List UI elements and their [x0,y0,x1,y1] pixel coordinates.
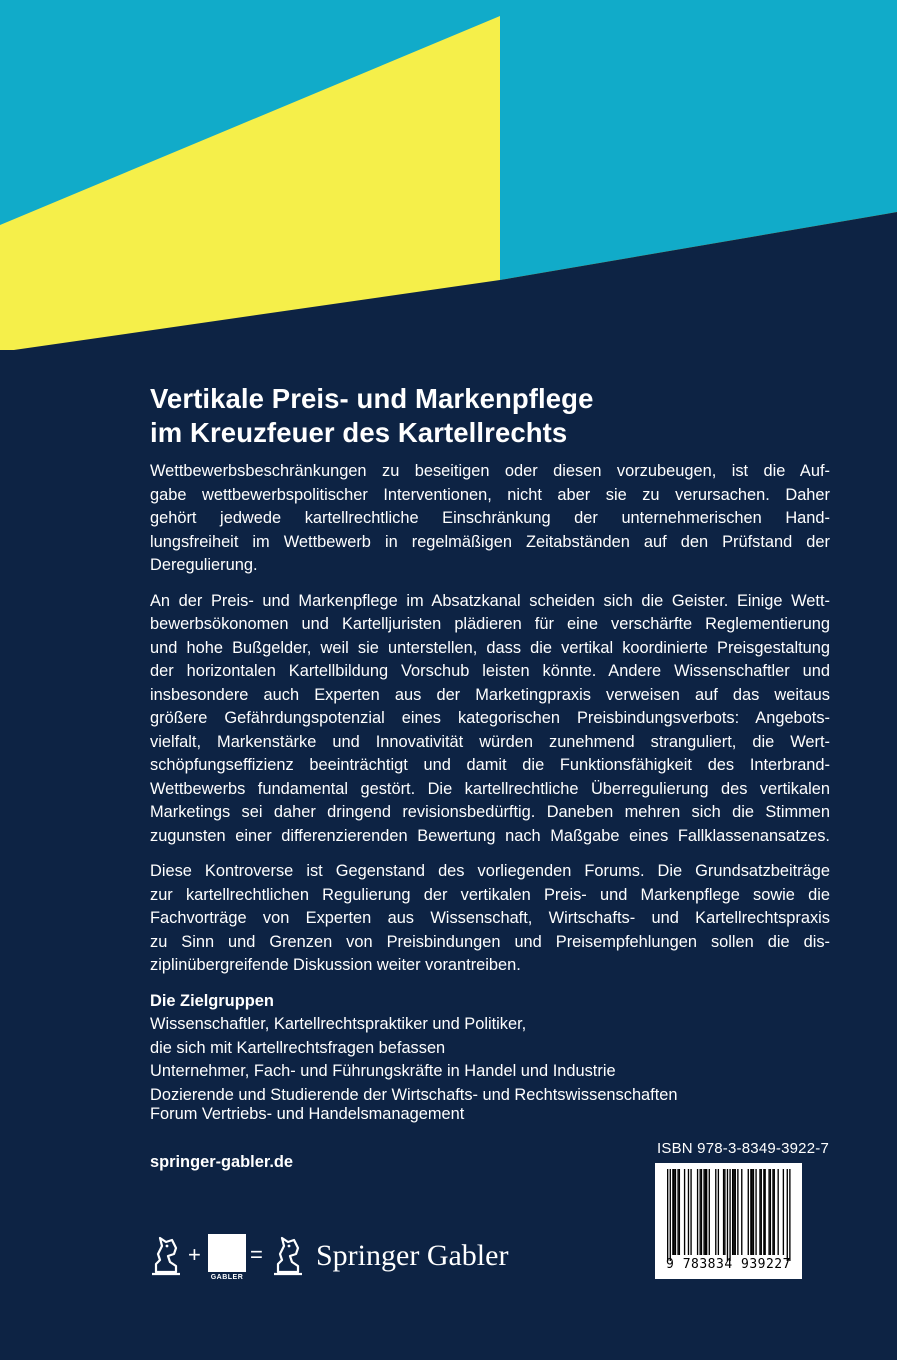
barcode-bar [752,1169,753,1255]
equals-sign: = [250,1242,263,1267]
barcode-bar [750,1169,751,1255]
barcode-bar [755,1169,756,1255]
text-line: zu Sinn und Grenzen von Preisbindungen und Preisempfehlungen sollen die dis- [150,932,830,951]
text-line: gehört jedwede kartellrechtliche Einschränkung der unternehmerischen Hand- [150,509,830,527]
barcode-bar [690,1169,691,1255]
text-line: ziplinübergreifende Diskussion weiter vorantreiben. [150,956,521,974]
barcode-bar [732,1169,733,1255]
barcode-bar [727,1169,728,1261]
springer-knight-icon [150,1232,182,1281]
barcode-bar [737,1169,738,1255]
barcode-bar [703,1169,704,1255]
publisher-url[interactable]: springer-gabler.de [150,1153,294,1171]
barcode-bar [674,1169,675,1255]
text-line: und hohe Bußgelder, weil sie unterstellen, dass die vertikal koordinierte Preisgestaltung [150,638,830,657]
target-groups [150,990,830,1108]
text-line: Fachvorträge von Experten aus Wissenschaft, Wirtschafts- und Kartellrechtspraxis [150,909,830,927]
barcode-bar [706,1169,707,1255]
barcode-bar [789,1169,790,1261]
barcode-bar [724,1169,725,1255]
target-group-line: Dozierende und Studierende der Wirtschafts- und Rechtswissenschaften [150,1085,678,1104]
series-name: Forum Vertriebs- und Handelsmanagement [150,1105,465,1123]
barcode-bar [761,1169,762,1255]
paragraph-1 [150,460,830,578]
barcode-digits: 9 783834 939227 [666,1257,791,1272]
barcode-bar [774,1169,775,1255]
barcode-bar [675,1169,676,1255]
brand-name: Springer Gabler [316,1239,509,1272]
springer-knight-icon [272,1232,304,1281]
paragraph-3 [150,860,830,978]
barcode-bar [672,1169,673,1255]
target-group-line: Unternehmer, Fach- und Führungskräfte in Handel und Industrie [150,1062,616,1080]
barcode-bar [741,1169,742,1255]
text-line: lungsfreiheit im Wettbewerb in regelmäßigen Zeitabständen auf den Prüfstand der [150,532,830,551]
text-line: gabe wettbewerbspolitischer Interventionen, nicht aber sie zu verursachen. Daher [150,485,830,504]
barcode-bar [700,1169,701,1255]
barcode-bar [770,1169,771,1255]
barcode-bar [670,1169,671,1261]
gabler-logo-icon [208,1234,246,1272]
cover-graphic [0,0,897,350]
barcode-bar [677,1169,678,1255]
target-groups-heading: Die Zielgruppen [150,991,274,1010]
text-line: Wettbewerbsbeschränkungen zu beseitigen oder diesen vorzubeugen, ist die Auf- [150,462,830,480]
barcode-bar [772,1169,773,1255]
text-line: der horizontalen Kartellbildung Vorschub leisten könnte. Andere Wissenschaftler und [150,662,830,680]
text-line: schöpfungseffizienz beeinträchtigt und damit die Funktionsfähigkeit des Interbrand- [150,756,830,774]
barcode-bar [733,1169,734,1255]
text-line: Deregulierung. [150,556,258,574]
text-line: Diese Kontroverse ist Gegenstand des vorliegenden Forums. Die Grundsatzbeiträge [150,862,830,880]
title-line: Vertikale Preis- und Markenpflege [150,383,594,414]
text-line: zur kartellrechtlichen Regulierung der vertikalen Preis- und Markenpflege sowie die [150,885,830,904]
barcode-bar [679,1169,680,1255]
target-group-line: Wissenschaftler, Kartellrechtspraktiker und Politiker, [150,1015,527,1033]
barcode-bar [768,1169,769,1255]
gabler-logo-label: GABLER [210,1274,244,1281]
barcode-bar [718,1169,719,1255]
text-line: größere Gefährdungspotenzial eines kategorischen Preisbindungsverbots: Angebots- [150,709,830,727]
barcode-bar [697,1169,698,1255]
barcode-bar [778,1169,779,1255]
publisher-logos [150,1232,550,1282]
barcode-bar [705,1169,706,1255]
barcode-bar [688,1169,689,1255]
barcode-bar [763,1169,764,1255]
barcode-bar [709,1169,710,1255]
text-line: insbesondere auch Experten aus der Marketingpraxis verweisen auf das weitaus [150,685,830,704]
paragraph-2 [150,590,830,849]
isbn-label: ISBN 978-3-8349-3922-7 [657,1140,830,1157]
barcode-bar [765,1169,766,1255]
barcode-bar [787,1169,788,1261]
barcode-bar [735,1169,736,1255]
back-cover-text [150,382,830,1107]
barcode [655,1163,802,1279]
barcode-bar [667,1169,668,1261]
barcode-bar [701,1169,702,1255]
barcode-bar [753,1169,754,1255]
book-title [150,382,830,450]
text-line: zugunsten einer differenzierenden Bewertung nach Maßgabe eines Fallklassenansatzes. [150,826,830,845]
plus-sign: + [188,1242,201,1267]
text-line: bewerbsökonomen und Kartelljuristen plädieren für eine verschärfte Reglementierung [150,615,830,633]
barcode-bar [715,1169,716,1255]
text-line: An der Preis- und Markenpflege im Absatzkanal scheiden sich die Geister. Einige Wett- [150,591,830,610]
barcode-bar [684,1169,685,1255]
text-line: vielfalt, Markenstärke und Innovativität würden zunehmend stranguliert, die Wert- [150,732,830,751]
barcode-bar [783,1169,784,1255]
barcode-bar [748,1169,749,1255]
text-line: Marketings sei daher dringend revisionsbedürftig. Daneben mehren sich die Stimmen [150,803,830,821]
text-line: Wettbewerbs fundamental gestört. Die kartellrechtliche Überregulierung des vertikalen [150,779,830,798]
barcode-bar [729,1169,730,1261]
title-line: im Kreuzfeuer des Kartellrechts [150,417,568,448]
barcode-bar [759,1169,760,1255]
barcode-bar [723,1169,724,1255]
target-group-line: die sich mit Kartellrechtsfragen befassen [150,1038,446,1057]
